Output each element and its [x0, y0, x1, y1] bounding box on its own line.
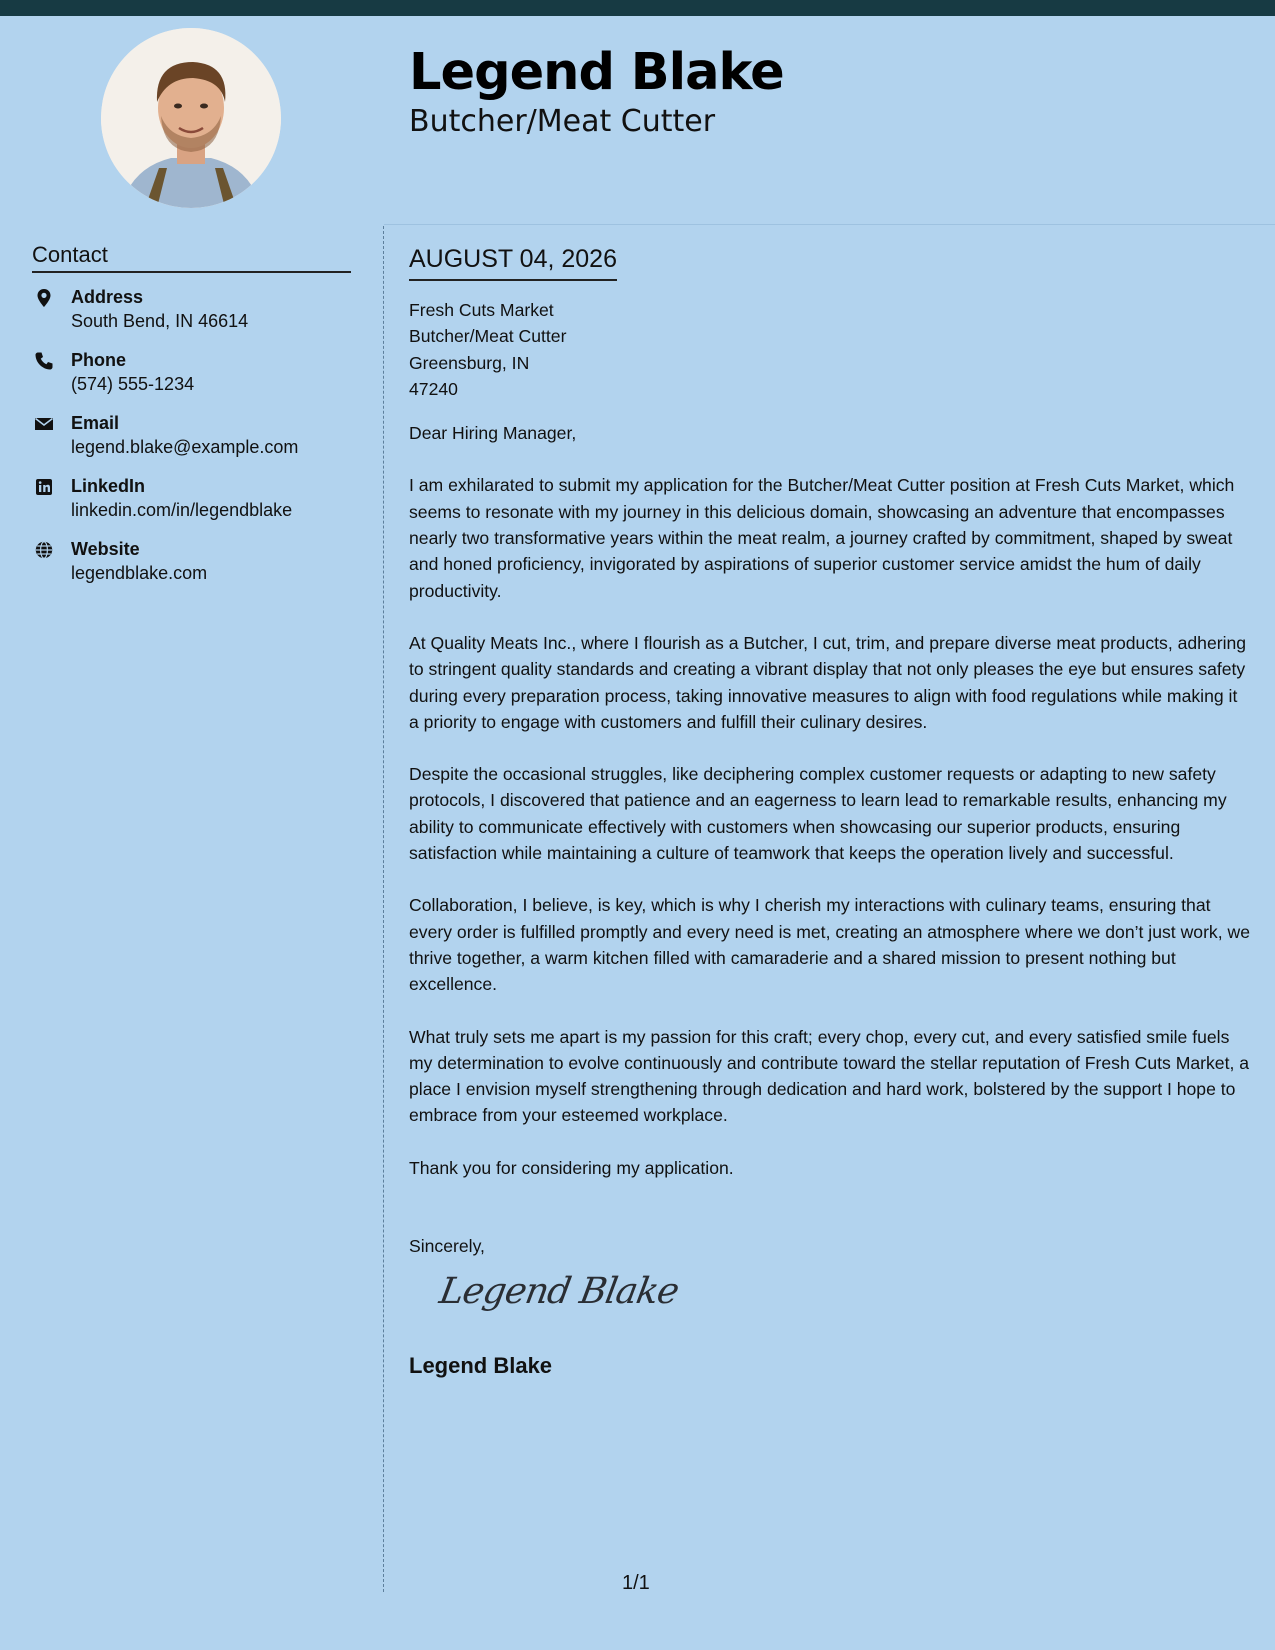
contact-item-phone: [32, 349, 352, 412]
envelope-icon: [34, 414, 54, 434]
location-pin-icon: [34, 288, 54, 308]
letter-paragraph: What truly sets me apart is my passion for this craft; every chop, every cut, and every satisfied smile fuels my determination to evolve continuously and contribute toward the stellar reputation of Fresh Cuts Market, a place I envision myself strengthening through dedication and hard work, bolstered by the support I hope to embrace from your esteemed workplace.: [409, 1026, 1250, 1126]
contact-item-email: [32, 412, 352, 475]
phone-icon: [34, 351, 54, 371]
contact-item-address: [32, 286, 352, 349]
contact-label: Phone: [71, 350, 127, 370]
contact-label: LinkedIn: [71, 476, 146, 496]
header-divider: [384, 224, 1275, 225]
contact-item-linkedin: [32, 475, 352, 538]
recipient-company: Fresh Cuts Market: [409, 300, 554, 320]
contact-list: [32, 286, 352, 601]
closing-line: Thank you for considering my application.: [409, 1157, 734, 1178]
contact-label: Address: [71, 287, 144, 307]
candidate-name: Legend Blake: [409, 43, 784, 102]
contact-label: Email: [71, 413, 120, 433]
signoff: Sincerely,: [409, 1236, 485, 1257]
cover-letter-body: [409, 240, 1251, 1381]
letter-paragraph: Despite the occasional struggles, like deciphering complex customer requests or adapting to new safety protocols, I discovered that patience and an eagerness to learn lead to remarkable results, enhancing my ability to communicate effectively with customers when showcasing our superior products, ensuring satisfaction while maintaining a culture of teamwork that keeps the operation lively and successful.: [409, 764, 1227, 864]
globe-icon: [34, 540, 54, 560]
website-value[interactable]: legendblake.com: [71, 563, 208, 583]
linkedin-value[interactable]: linkedin.com/in/legendblake: [71, 500, 293, 520]
letter-paragraph: Collaboration, I believe, is key, which is why I cherish my interactions with culinary teams, ensuring that every order is fulfilled promptly and every need is met, creating an atmosphere where we don’t just work, we thrive together, a warm kitchen filled with camaraderie and a shared mission to present nothing but excellence.: [409, 895, 1250, 995]
recipient-zip: 47240: [409, 378, 458, 399]
handwritten-signature: Legend Blake: [436, 1271, 682, 1313]
phone-value: (574) 555-1234: [71, 374, 195, 394]
recipient-block: [409, 297, 1251, 402]
linkedin-icon: [34, 477, 54, 497]
contact-heading: Contact: [32, 240, 351, 273]
contact-item-website: [32, 538, 352, 601]
address-value: South Bend, IN 46614: [71, 311, 249, 331]
letter-paragraph: I am exhilarated to submit my application for the Butcher/Meat Cutter position at Fresh Cuts Market, which seems to resonate with my journey in this delicious domain, showcasing an adventure that encompasses nearly two transformative years within the meat realm, a journey crafted by commitment, shaped by sweat and honed proficiency, invigorated by aspirations of superior customer service amidst the hum of daily productivity.: [409, 475, 1235, 601]
letter-paragraph: At Quality Meats Inc., where I flourish as a Butcher, I cut, trim, and prepare diverse meat products, adhering to stringent quality standards and creating a vibrant display that not only pleases the eye but ensures safety during every preparation process, taking innovative measures to align with food regulations while making it a priority to engage with customers and fulfill their culinary desires.: [409, 632, 1247, 732]
email-value[interactable]: legend.blake@example.com: [71, 437, 299, 457]
salutation: Dear Hiring Manager,: [409, 423, 577, 444]
signer-name: Legend Blake: [409, 1353, 553, 1379]
page-number: 1/1: [622, 1572, 650, 1594]
top-accent-bar: [0, 0, 1275, 16]
recipient-position: Butcher/Meat Cutter: [409, 326, 567, 347]
contact-label: Website: [71, 539, 140, 559]
letter-date: AUGUST 04, 2026: [409, 240, 617, 281]
column-divider: [383, 226, 384, 1592]
candidate-job-title: Butcher/Meat Cutter: [409, 104, 716, 139]
profile-photo: [101, 28, 281, 208]
recipient-city: Greensburg, IN: [409, 352, 530, 373]
